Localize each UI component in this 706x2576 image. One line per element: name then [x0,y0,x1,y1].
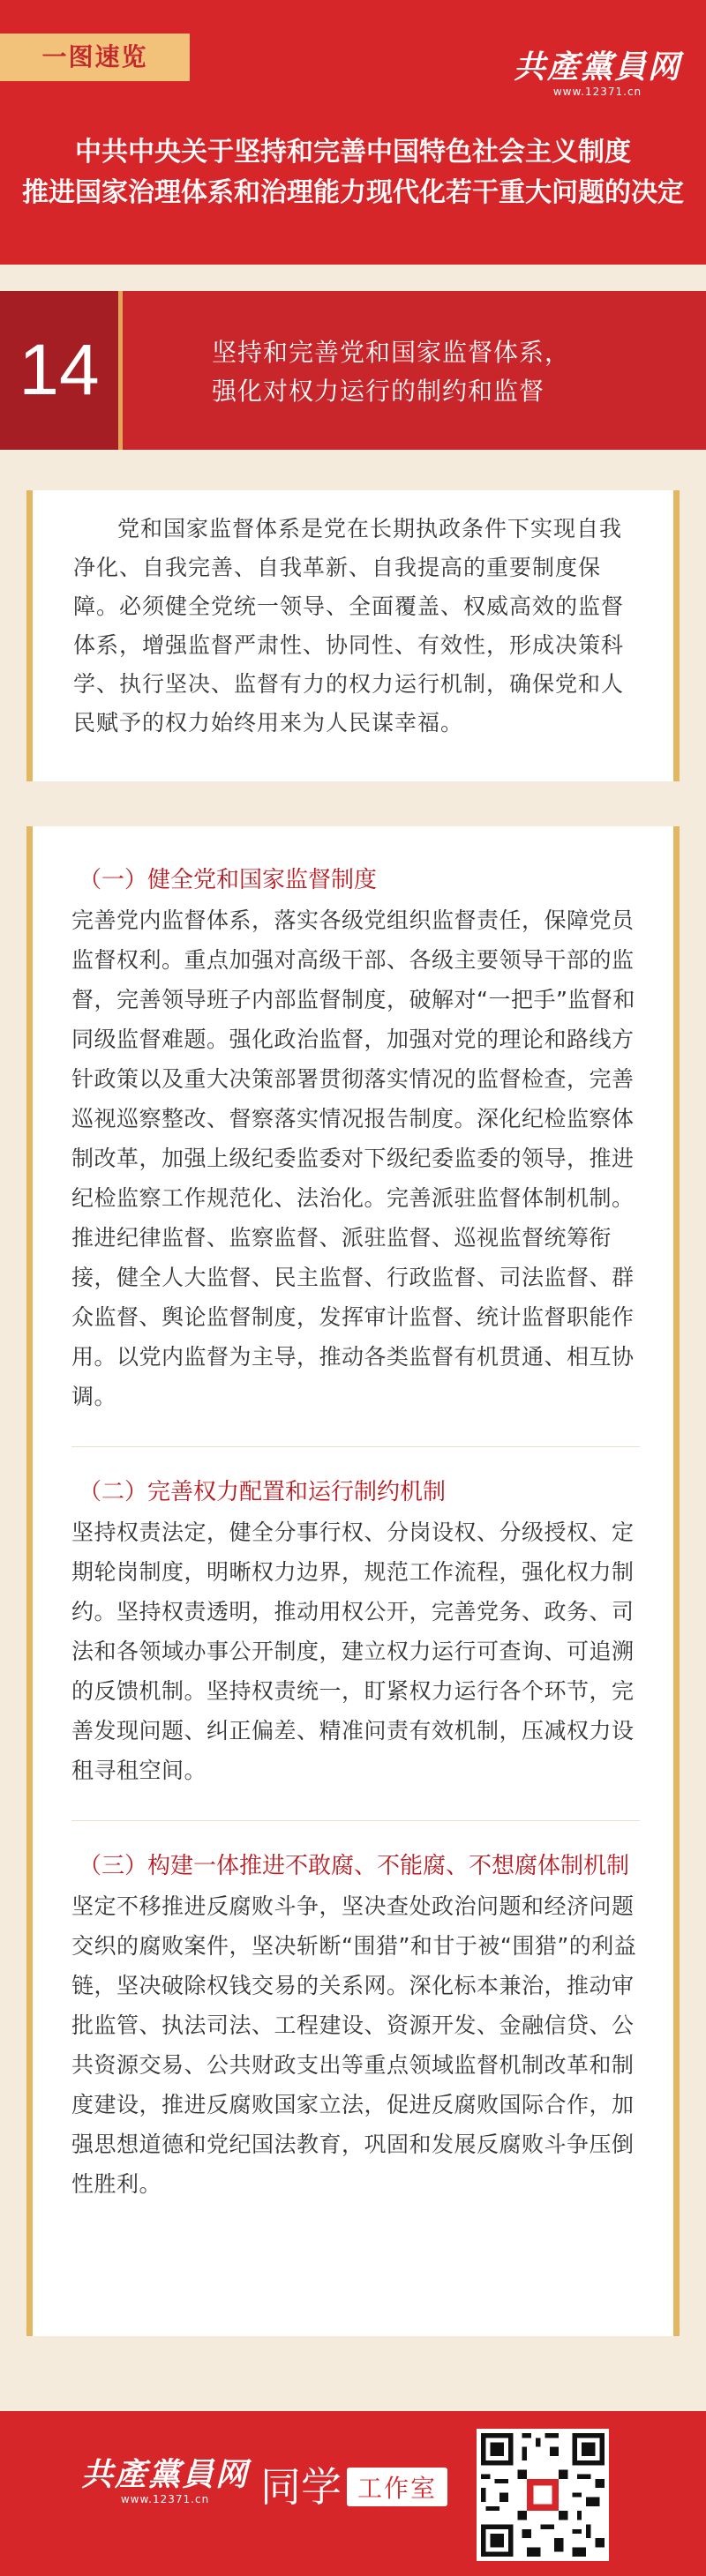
subsection-2 [71,1474,640,1790]
subsection-body: 完善党内监督体系，落实各级党组织监督责任，保障党员监督权利。重点加强对高级干部、各级主要领导干部的监督，完善领导班子内部监督制度，破解对“一把手”监督和同级监督难题。强化政治监督，加强对党的理论和路线方针政策以及重大决策部署贯彻落实情况的监督检查，完善巡视巡察整改、督察落实情况报告制度。深化纪检监察体制改革，加强上级纪委监委对下级纪委监委的领导，推进纪检监察工作规范化、法治化。完善派驻监督体制机制。推进纪律监督、监察监督、派驻监督、巡视监督统筹衔接，健全人大监督、民主监督、行政监督、司法监督、群众监督、舆论监督制度，发挥审计监督、统计监督职能作用。以党内监督为主导，推动各类监督有机贯通、相互协调。 [71,907,635,1409]
studio-badge: 工作室 [347,2468,447,2506]
divider [71,1820,640,1821]
document-title [0,132,706,213]
section-banner [0,291,706,450]
subsection-title: （三）构建一体推进不敢腐、不能腐、不想腐体制机制 [79,1853,630,1879]
footer-logo-name: 共產黨員网 [81,2456,250,2493]
banner-divider [118,291,123,450]
subsection-title: （一）健全党和国家监督制度 [79,867,378,893]
title-line-2: 推进国家治理体系和治理能力现代化若干重大问题的决定 [22,177,684,208]
footer-logo-url: www.12371.cn [120,2493,210,2505]
footer [0,2411,706,2576]
subsection-3 [71,1848,640,2204]
qr-code-icon[interactable] [477,2429,609,2561]
site-logo[interactable] [514,49,681,99]
logo-url: www.12371.cn [552,86,642,98]
studio-text: 同学 [260,2463,342,2511]
title-line-1: 中共中央关于坚持和完善中国特色社会主义制度 [75,137,631,168]
divider [71,1446,640,1447]
subsection-body: 坚持权责法定，健全分事行权、分岗设权、分级授权、定期轮岗制度，明晰权力边界，规范工作流程，强化权力制约。坚持权责透明，推动用权公开，完善党务、政务、司法和各领域办事公开制度，建立权力运行可查询、可追溯的反馈机制。坚持权责统一，盯紧权力运行各个环节，完善发现问题、纠正偏差、精准问责有效机制，压减权力设租寻租空间。 [71,1519,635,1783]
header [0,0,706,265]
studio-logo [260,2460,447,2513]
footer-logo[interactable] [81,2457,249,2506]
section-number: 14 [0,291,118,450]
subsection-body: 坚定不移推进反腐败斗争，坚决查处政治问题和经济问题交织的腐败案件，坚决斩断“围猎”和甘于被“围猎”的利益链，坚决破除权钱交易的关系网。深化标本兼治，推动审批监管、执法司法、工程建设、资源开发、金融信贷、公共资源交易、公共财政支出等重点领域监督机制改革和制度建设，推进反腐败国家立法，促进反腐败国际合作，加强思想道德和党纪国法教育，巩固和发展反腐败斗争压倒性胜利。 [71,1893,637,2197]
content-box [26,826,680,2336]
overview-tag: 一图速览 [0,34,190,81]
section-heading [212,333,570,411]
subsection-title: （二）完善权力配置和运行制约机制 [79,1479,447,1505]
logo-name: 共產黨員网 [513,49,681,86]
intro-text: 党和国家监督体系是党在长期执政条件下实现自我净化、自我完善、自我革新、自我提高的重要制度保障。必须健全党统一领导、全面覆盖、权威高效的监督体系，增强监督严肃性、协同性、有效性，形成决策科学、执行坚决、监督有力的权力运行机制，确保党和人民赋予的权力始终用来为人民谋幸福。 [73,516,625,735]
subsection-1 [71,862,640,1416]
heading-line-2: 强化对权力运行的制约和监督 [212,377,545,406]
heading-line-1: 坚持和完善党和国家监督体系， [212,338,571,367]
intro-box [26,490,680,781]
